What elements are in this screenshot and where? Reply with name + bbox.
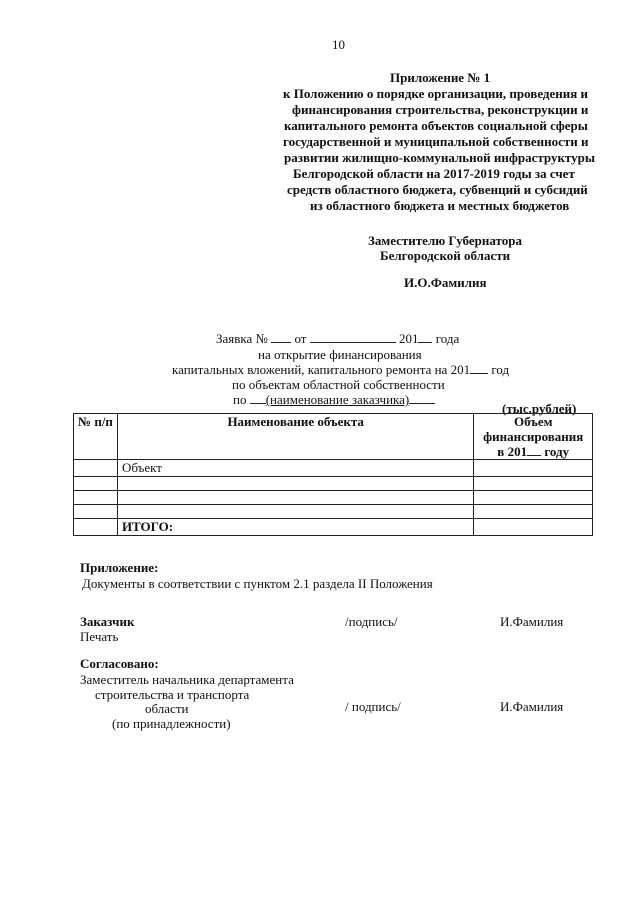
table-cell	[117, 505, 473, 519]
appendix-title: Приложение № 1	[390, 70, 491, 85]
table-cell	[474, 505, 593, 519]
table-cell	[74, 491, 118, 505]
attachment-title: Приложение:	[80, 560, 159, 575]
agreed-line-4: (по принадлежности)	[112, 716, 231, 731]
appendix-line: из областного бюджета и местных бюджетов	[310, 198, 570, 213]
table-row	[74, 477, 593, 491]
appendix-line: средств областного бюджета, субвенций и субсидий	[287, 182, 588, 197]
col-amount-year-blank	[527, 455, 541, 456]
agreed-line-2: строительства и транспорта	[95, 687, 250, 702]
col-name-header: Наименование объекта	[117, 414, 473, 460]
agreed-name: И.Фамилия	[500, 699, 564, 714]
table-cell	[74, 460, 118, 477]
agreed-signature: / подпись/	[345, 699, 401, 714]
request-customer-blank-tail	[409, 403, 435, 404]
table-cell	[474, 460, 593, 477]
request-year-label: года	[435, 331, 460, 346]
table-cell	[74, 505, 118, 519]
request-line-5	[233, 392, 435, 408]
request-line-3	[172, 362, 509, 378]
appendix-line: Белгородской области на 2017-2019 годы за счет	[293, 166, 575, 181]
request-year-blank	[418, 342, 432, 343]
request-customer-name-hint: (наименование заказчика)	[265, 392, 410, 407]
request-line-2: на открытие финансирования	[258, 347, 422, 362]
objects-table	[73, 413, 593, 536]
appendix-line: развитии жилищно-коммунальной инфраструктуры	[284, 150, 596, 165]
appendix-line: государственной и муниципальной собственности и	[283, 134, 589, 149]
table-cell	[74, 519, 118, 536]
col-amount-year-label: году	[544, 444, 570, 459]
table-cell	[474, 491, 593, 505]
table-cell	[74, 477, 118, 491]
table-total-row	[74, 519, 593, 536]
request-line-1	[216, 331, 459, 347]
customer-title: Заказчик	[80, 614, 135, 629]
agreed-title: Согласовано:	[80, 656, 159, 671]
col-amount-header	[474, 414, 593, 460]
customer-name: И.Фамилия	[500, 614, 564, 629]
request-by-label: по	[233, 392, 247, 407]
addressee-name: И.О.Фамилия	[404, 275, 487, 290]
table-total-label: ИТОГО:	[117, 519, 473, 536]
request-date-blank	[310, 342, 396, 343]
table-row	[74, 460, 593, 477]
request-number-label: Заявка №	[216, 331, 268, 346]
table-cell	[474, 477, 593, 491]
request-number-blank	[271, 342, 291, 343]
appendix-line: финансирования строительства, реконструкции и	[292, 102, 589, 117]
table-cell	[117, 491, 473, 505]
agreed-line-3: области	[145, 701, 189, 716]
agreed-line-1: Заместитель начальника департамента	[80, 672, 294, 687]
table-cell: Объект	[117, 460, 473, 477]
request-from-label: от	[294, 331, 307, 346]
table-row	[74, 505, 593, 519]
addressee-position: Заместителю Губернатора	[368, 233, 522, 248]
addressee-region: Белгородской области	[380, 248, 511, 263]
table-unit: (тыс.рублей)	[502, 401, 577, 416]
request-capital-year-blank	[470, 373, 488, 374]
request-capital-year-label: год	[491, 362, 510, 377]
customer-stamp: Печать	[80, 629, 119, 644]
table-row	[74, 491, 593, 505]
request-line-4: по объектам областной собственности	[232, 377, 445, 392]
table-cell	[117, 477, 473, 491]
attachment-text: Документы в соответствии с пунктом 2.1 раздела II Положения	[82, 576, 433, 591]
table-cell	[474, 519, 593, 536]
request-year-prefix: 201	[398, 331, 419, 346]
table-header-row	[74, 414, 593, 460]
page-number: 10	[332, 37, 345, 52]
customer-signature: /подпись/	[345, 614, 398, 629]
col-amount-title: Объем финансирования	[483, 414, 584, 444]
request-customer-blank	[250, 403, 266, 404]
appendix-line: к Положению о порядке организации, проведения и	[283, 86, 589, 101]
appendix-line: капитального ремонта объектов социальной сферы	[284, 118, 588, 133]
col-amount-year-prefix: в 201	[497, 444, 528, 459]
col-number-header: № п/п	[74, 414, 118, 460]
request-capital-text: капитальных вложений, капитального ремонта на 201	[172, 362, 471, 377]
